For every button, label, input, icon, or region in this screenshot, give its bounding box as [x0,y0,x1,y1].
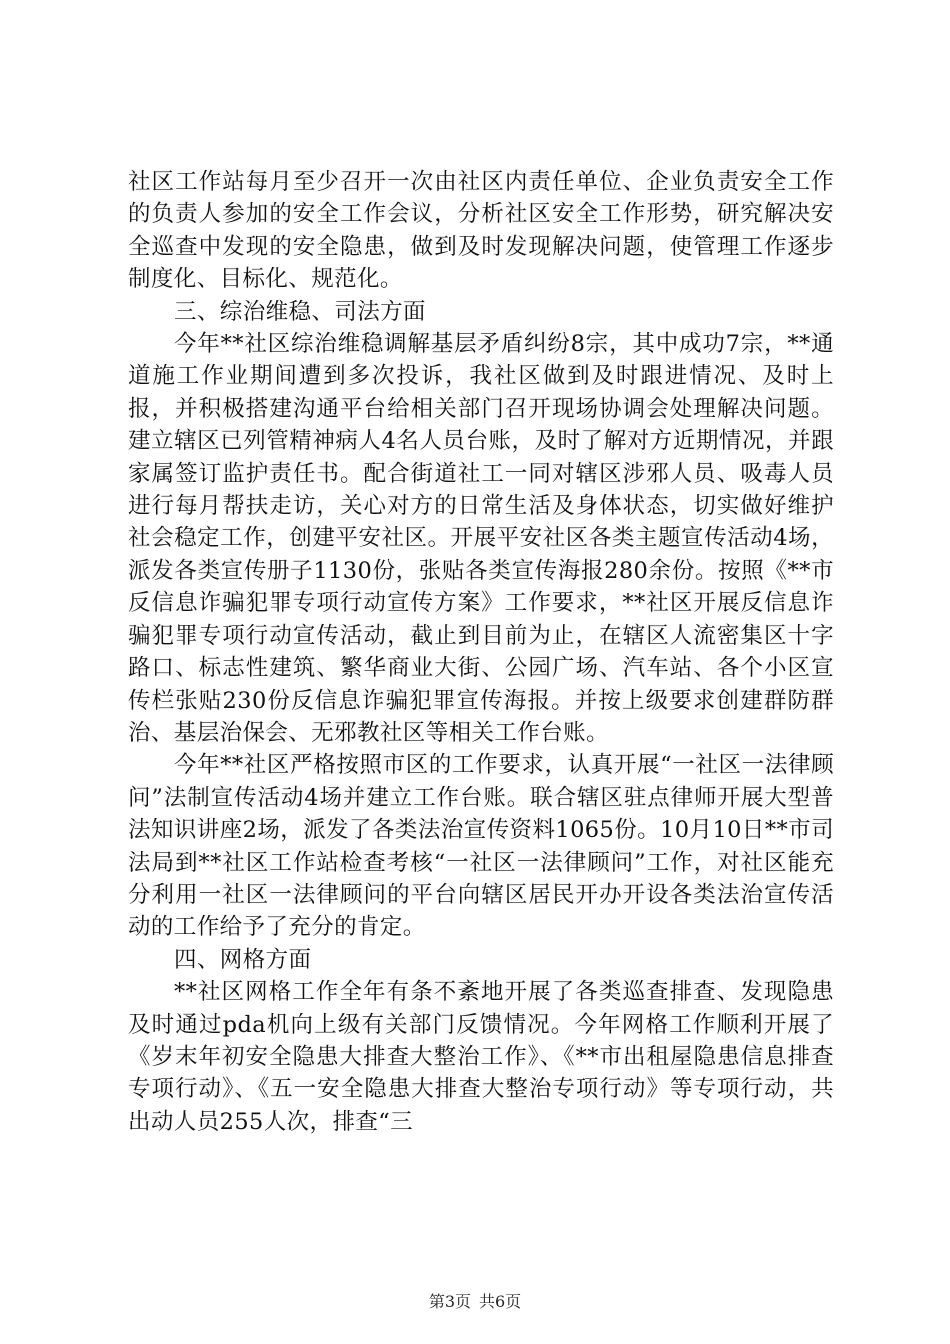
section-heading-grid: 四、网格方面 [174,946,312,973]
paragraph-safety-meetings: 社区工作站每月至少召开一次由社区内责任单位、企业负责安全工作的负责人参加的安全工作会议，分析社区安全工作形势，研究解决安全巡查中发现的安全隐患，做到及时发现解决问题，使管理工作逐步制度化、目标化、规范化。 [128,169,834,293]
page-number: 第3页 [428,1292,471,1311]
page-total: 共6页 [479,1292,522,1311]
paragraph-legal-advisor: 今年**社区严格按照市区的工作要求，认真开展“一社区一法律顾问”法制宣传活动4场并建立工作台账。联合辖区驻点律师开展大型普法知识讲座2场，派发了各类法治宣传资料1065份。10月10日**市司法局到**社区工作站检查考核“一社区一法律顾问”工作，对社区能充分利用一社区一法律顾问的平台向辖区居民开办开设各类法治宣传活动的工作给予了充分的肯定。 [128,752,834,941]
page-footer [0,1292,950,1312]
document-body [128,166,834,1138]
paragraph-grid-work: **社区网格工作全年有条不紊地开展了各类巡查排查、发现隐患及时通过pda机向上级有关部门反馈情况。今年网格工作顺利开展了《岁末年初安全隐患大排查大整治工作》、《**市出租屋隐患信息排查专项行动》、《五一安全隐患大排查大整治专项行动》等专项行动，共出动人员255人次，排查“三 [128,979,834,1135]
paragraph-stability-maintenance: 今年**社区综治维稳调解基层矛盾纠纷8宗，其中成功7宗，**通道施工作业期间遭到多次投诉，我社区做到及时跟进情况、及时上报，并积极搭建沟通平台给相关部门召开现场协调会处理解决问题。建立辖区已列管精神病人4名人员台账，及时了解对方近期情况，并跟家属签订监护责任书。配合街道社工一同对辖区涉邪人员、吸毒人员进行每月帮扶走访，关心对方的日常生活及身体状态，切实做好维护社会稳定工作，创建平安社区。开展平安社区各类主题宣传活动4场，派发各类宣传册子1130份，张贴各类宣传海报280余份。按照《**市反信息诈骗犯罪专项行动宣传方案》工作要求，**社区开展反信息诈骗犯罪专项行动宣传活动，截止到目前为止，在辖区人流密集区十字路口、标志性建筑、繁华商业大街、公园广场、汽车站、各个小区宣传栏张贴230份反信息诈骗犯罪宣传海报。并按上级要求创建群防群治、基层治保会、无邪教社区等相关工作台账。 [128,331,834,746]
section-heading-comprehensive-governance: 三、综治维稳、司法方面 [174,298,426,325]
